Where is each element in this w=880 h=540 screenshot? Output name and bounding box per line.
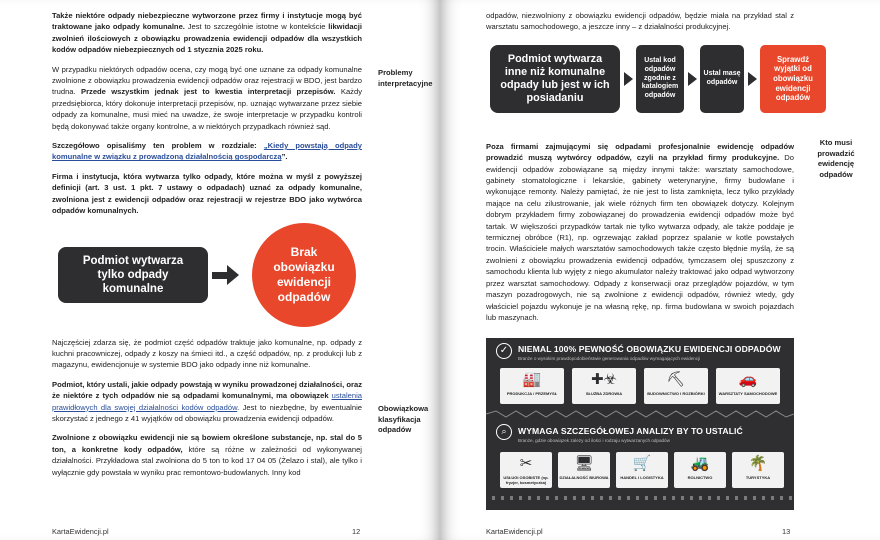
bottom-stripe xyxy=(486,496,794,500)
right-page xyxy=(440,0,880,540)
wave-divider xyxy=(486,410,794,418)
tile-personal-services xyxy=(500,452,552,488)
diagram-box-label: Podmiot wytwarza tylko odpady komunalne xyxy=(82,254,184,295)
arrow-icon xyxy=(624,72,633,86)
medical-icon: ✚☣ xyxy=(590,371,617,388)
tile-label: TURYSTYKA xyxy=(745,475,771,480)
tile-agriculture xyxy=(674,452,726,488)
bold-text: Także niektóre odpady niebezpieczne wytworzone przez firmy i instytucje mogą być traktowane jako odpady komunalne. xyxy=(52,11,362,32)
infographic-subtitle-certain: Branże o wysokim prawdopodobieństwie generowania odpadów wymagających ewidencji xyxy=(518,356,701,361)
arrow-icon xyxy=(688,72,697,86)
bold-text: Firma i instytucja, która wytwarza tylko odpady, które można w myśl z powyższej definicji (art. 3 ust. 1 pkt. 7 ustawy o odpadach) uznać za odpady komunalne, zwolniona jest z ewidencji odpadów oraz rejestracji w rejestrze BDO jako wytwórca odpadów komunalnych. xyxy=(52,171,362,216)
paragraph xyxy=(52,140,362,163)
scissors-icon: ✂ xyxy=(519,455,533,472)
paragraph xyxy=(52,10,362,56)
text: Jest to szczególnie istotne w kontekście xyxy=(184,22,329,32)
text: Do ewidencji odpadów zobowiązane są między innymi także: warsztaty samochodowe, gabinety stomatologiczne i lekarskie, gabinety weterynaryjne, firmy budowlane i wykonujące remonty. Należy pamiętać, że nie jest to lista zamknięta, lecz tylko przykłady mające na celu zilustrowanie, jak wiele różnych firm ten obowiązek dotyczy. Kolejnym dobrym przykładem firmy zobowiązanej do prowadzenia ewidencji odpadów może być tartak. W większości przypadków tartak nie tylko wytwarza odpady, ale także poddaje je termicznej obróbce (R1), np. ogrzewając zakład poprzez spalanie w kotle powstałych trocin. Właściciele małych warsztatów samochodowych także często błędnie myślą, że są zwolnieni z obowiązku prowadzenia ewidencji odpadów, tymczasem olej spuszczony z samochodu klienta lub wyjęty z niego akumulator należy traktować jako odpad wytworzony przez warsztat samochodowy. Odpady z konserwacji oraz przeglądów pojazdów, w tym maszyn pozadrogowych, nie są zwolnione z ewidencji odpadów, również wtedy, gdy właściciel pojazdu wykonuje je na własną rękę, np. firma budowlana w swoich pojazdach lub maszynach. xyxy=(486,153,794,322)
bold-text: Szczegółowo opisaliśmy ten problem w rozdziale: xyxy=(52,141,264,151)
tile-healthcare xyxy=(572,368,636,404)
flow-box-label: Sprawdź wyjątki od obowiązku ewidencji odpadów xyxy=(773,54,813,103)
tile-label: DZIAŁALNOŚĆ BIUROWA xyxy=(559,475,609,480)
tile-label: USŁUGI OSOBISTE (np. fryzjer, kosmetyczka) xyxy=(503,475,549,485)
construction-icon: ⛏ xyxy=(666,371,686,388)
tile-car-workshop xyxy=(716,368,780,404)
footer-brand: KartaEwidencji.pl xyxy=(52,527,109,536)
text: . Jest to niezbędne, by ewentualnie skorzystać z jednego z 41 wyjątków od obowiązku prowadzenia ewidencji odpadów. xyxy=(52,402,362,423)
paragraph xyxy=(486,10,794,33)
bold-text: ”. xyxy=(281,152,288,162)
bold-text: Przede wszystkim jednak jest to kwestia interpretacji przepisów. xyxy=(81,87,336,97)
diagram-circle-no-obligation xyxy=(252,223,356,327)
margin-note-interpretation: Problemy interpretacyjne xyxy=(378,68,433,88)
tractor-icon: 🚜 xyxy=(690,455,710,472)
tile-label: ROLNICTWO xyxy=(687,475,713,480)
arrow-head-icon xyxy=(227,265,239,285)
cart-icon: 🛒 xyxy=(632,455,652,472)
left-text-column xyxy=(52,10,362,486)
check-icon: ✓ xyxy=(496,343,512,359)
text: Najczęściej zdarza się, że podmiot część odpadów traktuje jako komunalne, np. odpady z kuchni pracowniczej, odpady z koszy na śmieci itd., a część odpadów, np. z produkcji lub z magazynu, ewidencjonuje w systemie BDO jako odpady inne niż komunalne. xyxy=(52,337,362,370)
right-text-column xyxy=(486,10,813,331)
page-number: 12 xyxy=(352,527,361,536)
flow-diagram-right xyxy=(486,41,813,127)
paragraph xyxy=(52,171,362,217)
bold-text: likwidacji zwolnień ilościowych z obowiązku prowadzenia ewidencji odpadów dla wszystkich kodów odpadów niebezpiecznych od 1 stycznia 2025 roku. xyxy=(52,22,362,55)
footer-brand: KartaEwidencji.pl xyxy=(486,527,543,536)
paragraph xyxy=(52,379,362,425)
infographic-title-analysis: WYMAGA SZCZEGÓŁOWEJ ANALIZY BY TO USTALIĆ xyxy=(518,426,743,436)
margin-note-classification: Obowiązkowa klasyfikacja odpadów xyxy=(378,404,429,434)
flow-box-label: Ustal masę odpadów xyxy=(703,70,741,86)
bold-text: Podmiot, który ustali, jakie odpady powstają w wyniku prowadzonej działalności, oraz że niektóre z tych odpadów nie są odpadami komunalnymi, ma obowiązek xyxy=(52,379,362,401)
waste-codes-link[interactable]: ustalenia prawidłowych dla swojej działalności kodów odpadów xyxy=(52,391,362,412)
infographic-title-certain: NIEMAL 100% PEWNOŚĆ OBOWIĄZKU EWIDENCJI ODPADÓW xyxy=(518,344,781,354)
tile-production xyxy=(500,368,564,404)
factory-icon: 🏭 xyxy=(522,371,542,388)
text: które są różne w zależności od wykonywanej działalności. Przykładowa stal zwolniona do 5 ton to kod 17 04 05 (Żelazo i stal), ale tylko i wyłącznie gdy powstała w wyniku prac remontowo-budowlanych. Inny kod xyxy=(52,444,362,477)
arrow-icon xyxy=(748,72,757,86)
margin-note-who-must: Kto musi prowadzić ewidencję odpadów xyxy=(817,138,855,179)
bold-text: Poza firmami zajmującymi się odpadami profesjonalnie ewidencję odpadów prowadzić muszą wytwórcy odpadów, czyli na przykład firmy produkcyjne. xyxy=(486,141,794,163)
tile-label: SŁUŻBA ZDROWIA xyxy=(585,391,623,396)
bold-text: Zwolnione z obowiązku ewidencji nie są bowiem określone substancje, np. stal do 5 ton, a konkretne kody odpadów, xyxy=(52,433,362,454)
tile-label: PRODUKCJA / PRZEMYSŁ xyxy=(506,391,558,396)
text: odpadów, niezwolniony z obowiązku ewidencji odpadów, będzie miała na przykład stal z warsztatu samochodowego, a jeszcze inny – z działalności produkcyjnej. xyxy=(486,11,794,32)
tile-tourism xyxy=(732,452,784,488)
car-icon: 🚗 xyxy=(738,371,758,388)
text: W przypadku niektórych odpadów ocena, czy mogą być one uznane za odpady komunalne zwolnione z obowiązku prowadzenia ewidencji odpadów oraz rejestracji w BDO, jest bardzo trudna. xyxy=(52,64,362,97)
paragraph xyxy=(52,337,362,371)
flow-box-exceptions xyxy=(760,45,826,113)
flow-box-waste-code xyxy=(636,45,684,113)
palm-icon: 🌴 xyxy=(748,455,768,472)
page-number: 13 xyxy=(782,527,791,536)
tile-label: HANDEL I LOGISTYKA xyxy=(620,475,664,480)
office-icon: 🖥 xyxy=(574,455,594,472)
paragraph xyxy=(52,64,362,132)
infographic-panel xyxy=(486,338,794,510)
infographic-subtitle-analysis: Branże, gdzie obowiązek zależy od ilości i rodzaju wytwarzanych odpadów xyxy=(518,438,670,443)
diagram-circle-label: Brak obowiązku ewidencji odpadów xyxy=(273,244,335,304)
tile-label: BUDOWNICTWO I ROZBIÓRKI xyxy=(647,391,705,396)
flow-box-label: Ustal kod odpadów zgodnie z katalogiem odpadów xyxy=(641,57,679,99)
paragraph xyxy=(486,141,794,324)
flow-box-producer xyxy=(490,45,620,113)
tile-construction xyxy=(644,368,708,404)
flow-box-label: Podmiot wytwarza inne niż komunalne odpady lub jest w ich posiadaniu xyxy=(500,52,610,104)
tile-trade xyxy=(616,452,668,488)
magnifier-icon: ⌕ xyxy=(496,424,512,440)
chapter-link[interactable]: „Kiedy powstają odpady komunalne w związku z prowadzoną działalnością gospodarczą xyxy=(52,141,362,162)
text: Każdy przedsiębiorca, który dokonuje interpretacji przepisów, np. uznając wytwarzane przez siebie odpady za komunalne, musi mieć na uwadze, że swoje interpretacje w przypadku kontroli będą dokonywać także organy kontrolne, a w niektórych przypadkach również sąd. xyxy=(52,87,362,131)
diagram-box-producer xyxy=(58,247,208,303)
tile-office xyxy=(558,452,610,488)
flow-box-mass xyxy=(700,45,744,113)
flow-diagram-left xyxy=(52,225,362,325)
paragraph xyxy=(52,432,362,478)
arrow-icon xyxy=(212,272,228,279)
tile-label: WARSZTATY SAMOCHODOWE xyxy=(718,391,778,396)
